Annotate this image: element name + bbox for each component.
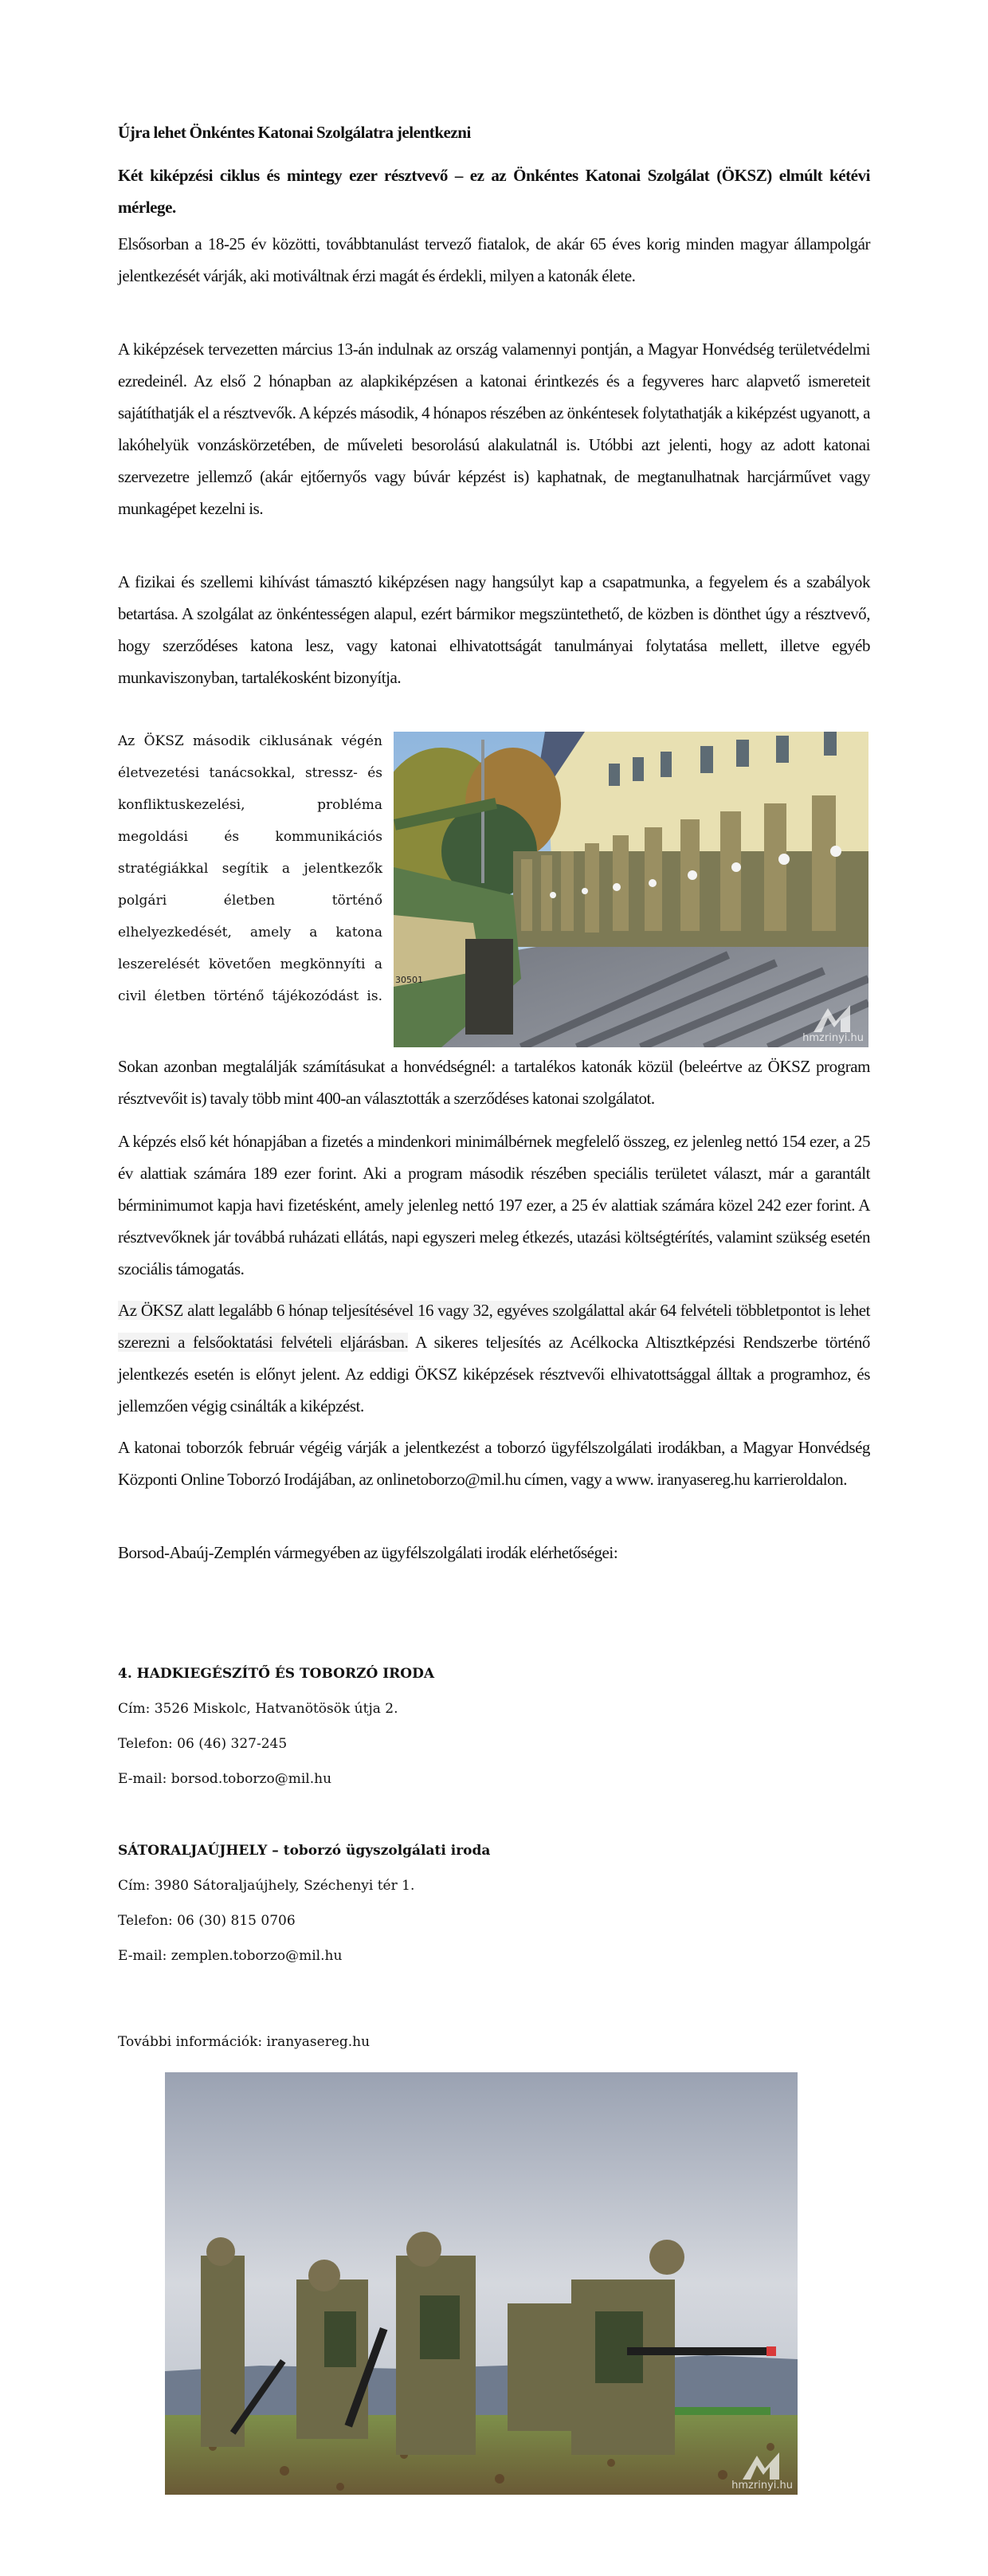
office-block: [118, 1656, 870, 1797]
office-name: 4. HADKIEGÉSZÍTŐ ÉS TOBORZÓ IRODA: [118, 1666, 435, 1682]
office-name: SÁTORALJAÚJHELY – toborzó ügyszolgálati iroda: [118, 1843, 491, 1859]
field-photo-illustration: [165, 2072, 798, 2495]
hmz-logo-icon: [814, 1005, 853, 1032]
office-email[interactable]: E-mail: borsod.toborzo@mil.hu: [118, 1771, 332, 1787]
office-address: Cím: 3526 Miskolc, Hatvanötösök útja 2.: [118, 1701, 398, 1717]
svg-text:30501: 30501: [395, 975, 423, 985]
highlighted-text: Az ÖKSZ alatt legalább 6 hónap teljesítésével 16 vagy 32, egyéves szolgálattal akár 64 felvételi többletpontot is lehet szerezni a felsőoktatási felvételi eljárásban.: [118, 1301, 870, 1352]
paragraph-1: Elsősorban a 18-25 év közötti, továbbtanulást tervező fiatalok, de akár 65 éves korig minden magyar állampolgár jelentkezését várják, aki motiváltnak érzi magát és érdekli, milyen a katonák élete.: [118, 234, 870, 285]
article-title: Újra lehet Önkéntes Katonai Szolgálatra jelentkezni: [118, 123, 471, 142]
office-address: Cím: 3980 Sátoraljaújhely, Széchenyi tér 1.: [118, 1878, 415, 1894]
paragraph-7: A katonai toborzók február végéig várják a jelentkezést a toborzó ügyfélszolgálati irodákban, a Magyar Honvédség Központi Online Toborzó Irodájában, az onlinetoborzo@mil.hu címen, vagy a www. iranyasereg.hu karrieroldalon.: [118, 1438, 870, 1489]
paragraph-2: A kiképzések tervezetten március 13-án indulnak az ország valamennyi pontján, a Magyar Honvédség területvédelmi ezredeinél. Az első 2 hónapban az alapkiképzésen a katonai érintkezés és a fegyveres harc alapvető ismereteit sajátíthatják el a résztvevők. A képzés második, 4 hónapos részében az önkéntesek folytathatják a kiképzést ugyanott, a lakóhelyük vonzáskörzetében, de műveleti besorolású alakulatnál is. Utóbbi azt jelenti, hogy az adott katonai szervezetre jellemző (akár ejtőernyős vagy búvár képzést is) kaphatnak, de megtanulhatnak harcjárművet vagy munkagépet kezelni is.: [118, 340, 870, 518]
paragraph-6: Az ÖKSZ alatt legalább 6 hónap teljesítésével 16 vagy 32, egyéves szolgálattal akár 64 felvételi többletpontot is lehet szerezni a felsőoktatási felvételi eljárásban. A sikeres teljesítés az Acélkocka Altisztképzési Rendszerbe történő jelentkezés esetén is előnyt jelent. Az eddigi ÖKSZ kiképzések résztvevői elhivatottsággal álltak a programhoz, és jellemzően végig csinálták a kiképzést.: [118, 1301, 870, 1416]
photo-watermark: hmzrinyi.hu: [731, 2452, 793, 2492]
hmz-logo-icon: [743, 2452, 782, 2480]
paragraph-3: A fizikai és szellemi kihívást támasztó kiképzésen nagy hangsúlyt kap a csapatmunka, a fegyelem és a szabályok betartása. A szolgálat az önkéntességen alapul, ezért bármikor megszüntethető, de közben is dönthet úgy a résztvevő, hogy szerződéses katona lesz, vagy katonai elhivatottságát tanulmányai folytatása mellett, illetve egyéb munkaviszonyban, tartalékosként bizonyítja.: [118, 572, 870, 687]
office-phone: Telefon: 06 (30) 815 0706: [118, 1913, 296, 1929]
office-email[interactable]: E-mail: zemplen.toborzo@mil.hu: [118, 1948, 343, 1964]
parade-photo: [394, 732, 868, 1047]
article-lead: Két kiképzési ciklus és mintegy ezer résztvevő – ez az Önkéntes Katonai Szolgálat (ÖKSZ) elmúlt kétévi mérlege.: [118, 166, 870, 217]
field-exercise-photo: [165, 2072, 798, 2495]
office-block: [118, 1833, 870, 1973]
paragraph-8: Borsod-Abaúj-Zemplén vármegyében az ügyfélszolgálati irodák elérhetőségei:: [118, 1543, 618, 1562]
paragraph-5: A képzés első két hónapjában a fizetés a mindenkori minimálbérnek megfelelő összeg, ez jelenleg nettó 154 ezer, a 25 év alattiak számára 189 ezer forint. Aki a program második részében speciális területet választ, már a garantált bérminimumot kapja havi fizetésként, amely jelenleg nettó 197 ezer, a 25 év alattiak számára közel 242 ezer forint. A résztvevőknek jár továbbá ruházati ellátás, napi egyszeri meleg étkezés, utazási költségtérítés, valamint szükség esetén szociális támogatás.: [118, 1132, 870, 1278]
paragraph-4-wrapped: Az ÖKSZ második ciklusának végén életvezetési tanácsokkal, stressz- és konfliktuskezelési, probléma megoldási és kommunikációs stratégiákkal segítik a jelentkezők polgári életben történő elhelyezkedését, amely a katona leszerelését követően megkönnyíti a civil életben történő tájékozódást is.: [118, 733, 382, 1004]
paragraph-4-continued: Sokan azonban megtalálják számításukat a honvédségnél: a tartalékos katonák közül (beleértve az ÖKSZ program résztvevőit is) tavaly több mint 400-an választották a szerződéses katonai szolgálatot.: [118, 1057, 870, 1108]
office-phone: Telefon: 06 (46) 327-245: [118, 1736, 288, 1752]
parade-photo-illustration: [394, 732, 868, 1047]
photo-watermark: hmzrinyi.hu: [802, 1005, 864, 1044]
wrapped-paragraph: [118, 725, 382, 1012]
more-info-link[interactable]: További információk: iranyasereg.hu: [118, 2034, 370, 2050]
